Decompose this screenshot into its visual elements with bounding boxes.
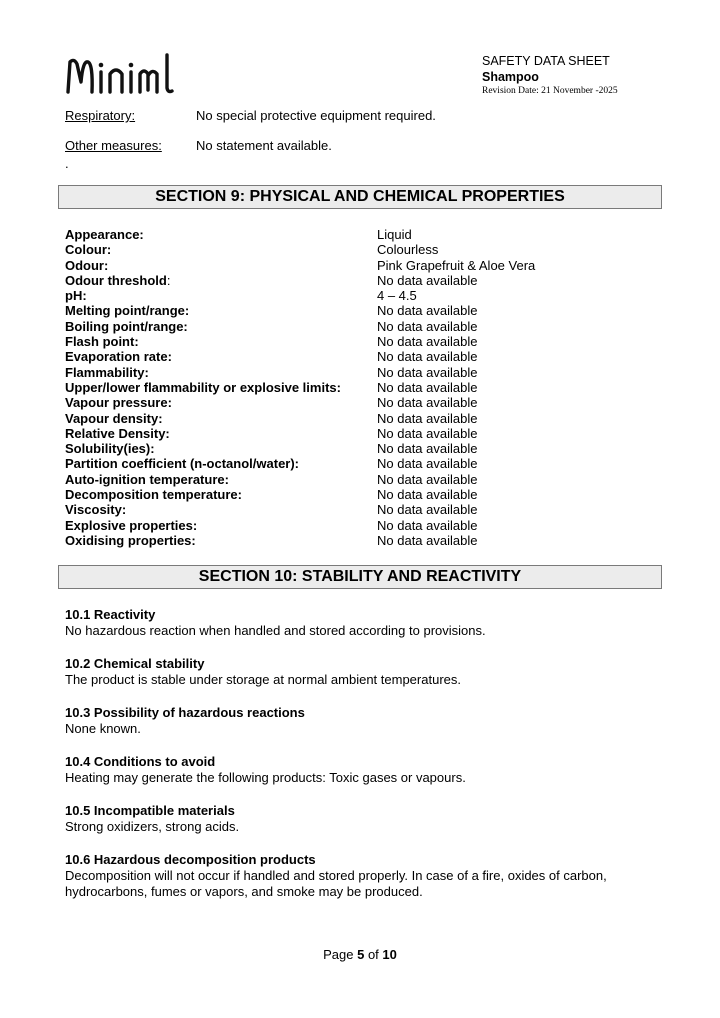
other-measures-value: No statement available. (196, 138, 332, 153)
property-label (65, 472, 377, 487)
property-label-text: Auto-ignition temperature: (65, 471, 229, 487)
property-row (65, 258, 585, 273)
property-row (65, 411, 585, 426)
subsection-heading: 10.6 Hazardous decomposition products (65, 852, 316, 867)
property-value: No data available (377, 471, 478, 487)
property-row (65, 487, 585, 502)
property-row (65, 242, 585, 257)
property-label-text: pH: (65, 288, 87, 304)
property-label (65, 303, 377, 318)
property-label-text: Oxidising properties: (65, 532, 196, 548)
subsection-text: Decomposition will not occur if handled and stored properly. In case of a fire, oxides of carbon, hydrocarbons, fumes or vapors, and smoke may be produced. (65, 868, 607, 899)
subsection (65, 607, 625, 639)
subsection-text: The product is stable under storage at normal ambient temperatures. (65, 672, 461, 687)
subsection-text: Strong oxidizers, strong acids. (65, 819, 240, 834)
subsection-heading: 10.4 Conditions to avoid (65, 754, 216, 769)
property-label (65, 441, 377, 456)
property-label (65, 349, 377, 364)
property-row (65, 365, 585, 380)
property-row (65, 380, 585, 395)
property-label-text: Vapour pressure: (65, 395, 172, 411)
property-value: No data available (377, 532, 478, 548)
property-label (65, 334, 377, 349)
property-label-text: Odour: (65, 257, 109, 273)
property-value: No data available (377, 334, 478, 350)
property-row (65, 426, 585, 441)
property-label-text: Flammability: (65, 364, 149, 380)
subsection (65, 705, 625, 737)
subsection (65, 754, 625, 786)
property-value: No data available (377, 364, 478, 380)
property-value: No data available (377, 303, 478, 319)
property-label (65, 227, 377, 242)
subsection-heading: 10.3 Possibility of hazardous reactions (65, 705, 305, 720)
page-total: 10 (382, 947, 397, 962)
property-value: No data available (377, 379, 478, 395)
property-value: Colourless (377, 242, 439, 258)
respiratory-value: No special protective equipment required. (196, 108, 436, 123)
property-value: No data available (377, 487, 478, 503)
property-label-text: Colour: (65, 242, 112, 258)
property-row (65, 303, 585, 318)
properties-table (65, 227, 585, 548)
property-label (65, 426, 377, 441)
subsection-text: None known. (65, 721, 141, 736)
stray-dot: . (65, 156, 69, 171)
property-value: No data available (377, 456, 478, 472)
property-value: No data available (377, 502, 478, 518)
property-label (65, 273, 377, 288)
property-value: No data available (377, 425, 478, 441)
property-label (65, 411, 377, 426)
property-row (65, 502, 585, 517)
property-label (65, 380, 377, 395)
section-9-title: SECTION 9: PHYSICAL AND CHEMICAL PROPERTIES (155, 188, 565, 205)
property-label (65, 395, 377, 410)
subsection-text: Heating may generate the following products: Toxic gases or vapours. (65, 770, 466, 785)
property-label-text: Solubility(ies): (65, 441, 155, 457)
property-label (65, 365, 377, 380)
property-label (65, 258, 377, 273)
property-row (65, 349, 585, 364)
property-label-text: Upper/lower flammability or explosive limits: (65, 379, 341, 395)
subsection (65, 803, 625, 835)
property-label-text: Odour threshold (65, 272, 167, 288)
property-row (65, 273, 585, 288)
property-value: No data available (377, 441, 478, 457)
subsection-heading: 10.2 Chemical stability (65, 656, 205, 671)
property-value: Liquid (377, 227, 412, 242)
subsection-heading: 10.5 Incompatible materials (65, 803, 235, 818)
property-row (65, 227, 585, 242)
subsection-text: No hazardous reaction when handled and stored according to provisions. (65, 623, 486, 638)
property-label-text: Relative Density: (65, 425, 170, 441)
property-label-text: Appearance: (65, 227, 144, 242)
property-row (65, 456, 585, 471)
property-label (65, 456, 377, 471)
property-label (65, 319, 377, 334)
property-label-text: Flash point: (65, 334, 139, 350)
property-label (65, 518, 377, 533)
section-10-title: SECTION 10: STABILITY AND REACTIVITY (198, 568, 522, 585)
page-footer (0, 947, 720, 962)
property-label (65, 487, 377, 502)
page-word: Page (323, 947, 354, 962)
other-measures-label: Other measures: (65, 138, 162, 153)
miniml-logo (64, 50, 176, 96)
property-label-text: Melting point/range: (65, 303, 190, 319)
property-row (65, 533, 585, 548)
property-label-text: Evaporation rate: (65, 349, 172, 365)
property-value: No data available (377, 349, 478, 365)
document-title: SAFETY DATA SHEET (482, 54, 610, 68)
property-label-suffix: : (166, 272, 171, 288)
property-label (65, 502, 377, 517)
property-label-text: Viscosity: (65, 502, 127, 518)
property-label-text: Decomposition temperature: (65, 487, 242, 503)
property-value: No data available (377, 517, 478, 533)
of-word: of (367, 947, 379, 962)
property-label-text: Explosive properties: (65, 517, 198, 533)
property-label-text: Partition coefficient (n-octanol/water): (65, 456, 300, 472)
respiratory-label: Respiratory: (65, 108, 136, 123)
property-row (65, 395, 585, 410)
subsection-heading: 10.1 Reactivity (65, 607, 156, 622)
property-value: No data available (377, 318, 478, 334)
property-row (65, 288, 585, 303)
property-label (65, 288, 377, 303)
property-value: No data available (377, 272, 478, 288)
property-value: 4 – 4.5 (377, 288, 417, 304)
property-row (65, 334, 585, 349)
property-row (65, 319, 585, 334)
property-row (65, 472, 585, 487)
property-row (65, 518, 585, 533)
property-row (65, 441, 585, 456)
property-value: No data available (377, 410, 478, 426)
subsection (65, 656, 625, 688)
section-10-header (58, 565, 662, 589)
property-label (65, 242, 377, 257)
section-10-content (65, 607, 625, 917)
revision-date: Revision Date: 21 November -2025 (482, 86, 618, 96)
page-current: 5 (357, 947, 365, 962)
property-label-text: Boiling point/range: (65, 318, 188, 334)
property-value: Pink Grapefruit & Aloe Vera (377, 257, 536, 273)
property-value: No data available (377, 395, 478, 411)
subsection (65, 852, 625, 900)
product-name: Shampoo (482, 70, 539, 84)
property-label (65, 533, 377, 548)
property-label-text: Vapour density: (65, 410, 163, 426)
section-9-header (58, 185, 662, 209)
